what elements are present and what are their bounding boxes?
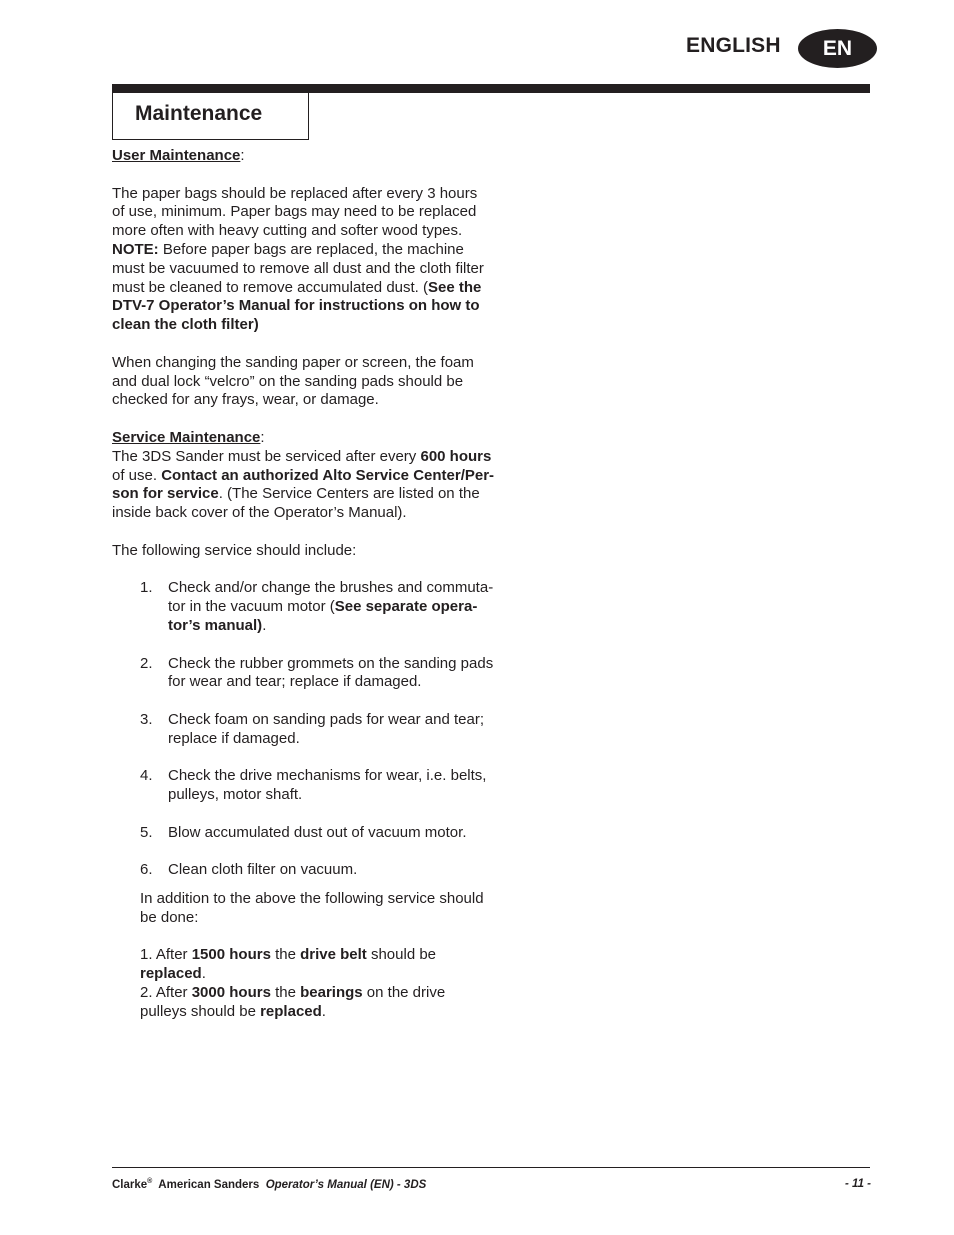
list-item: 4. Check the drive mechanisms for wear, i.e. belts, pulleys, motor shaft.	[140, 767, 487, 804]
list-item: 5. Blow accumulated dust out of vacuum motor.	[140, 823, 467, 841]
note-label: NOTE:	[112, 240, 159, 258]
addition-paragraph: In addition to the above the following service should be done:	[140, 890, 484, 926]
after-item-1: 1. After 1500 hours the drive belt should be replaced.	[140, 946, 437, 983]
language-label: ENGLISH	[686, 34, 781, 57]
footer-brand: Clarke	[112, 1178, 148, 1191]
footer-manual: Operator’s Manual (EN) - 3DS	[265, 1178, 427, 1191]
footer-rule	[112, 1167, 870, 1168]
page-number: - 11 -	[845, 1178, 871, 1190]
footer-left: Clarke® American Sanders Operator’s Manual (EN) - 3DS	[112, 1178, 427, 1191]
service-intro: The following service should include:	[112, 541, 357, 559]
language-badge: EN	[798, 29, 877, 68]
paper-bag-paragraph: The paper bags should be replaced after every 3 hours of use, minimum. Paper bags may need to be replaced more often with heavy cutting and softer wood types. NOTE: Before paper bags are replaced, the machine must be vacuumed to remove all dust and the cloth filter must be cleaned to remove accumulated dust. (See the DTV-7 Operator’s Manual for instructions on how to clean the cloth filter)	[112, 184, 484, 334]
list-item: 3. Check foam on sanding pads for wear and tear; replace if damaged.	[140, 710, 485, 747]
top-rule	[112, 84, 870, 93]
service-interval-paragraph: The 3DS Sander must be serviced after every 600 hours of use. Contact an authorized Alto Service Center/Per- son for service. (The Service Centers are listed on the inside back cover of the Operator’s Manual).	[112, 447, 495, 522]
service-maintenance-heading: Service Maintenance:	[112, 428, 265, 446]
section-box	[112, 93, 309, 140]
service-list	[112, 579, 522, 880]
after-item-2: 2. After 3000 hours the bearings on the drive pulleys should be replaced.	[140, 984, 446, 1020]
user-maintenance-heading: User Maintenance:	[112, 147, 245, 164]
list-item: 6. Clean cloth filter on vacuum.	[140, 861, 358, 879]
content	[112, 147, 522, 1022]
sanding-paper-paragraph: When changing the sanding paper or screen, the foam and dual lock “velcro” on the sanding pads should be checked for any frays, wear, or damage.	[112, 353, 474, 409]
section-title: Maintenance	[135, 102, 263, 125]
list-item: 2. Check the rubber grommets on the sanding pads for wear and tear; replace if damaged.	[140, 654, 494, 691]
list-item: 1. Check and/or change the brushes and commuta- tor in the vacuum motor (See separate opera- tor’s manual).	[140, 579, 494, 634]
